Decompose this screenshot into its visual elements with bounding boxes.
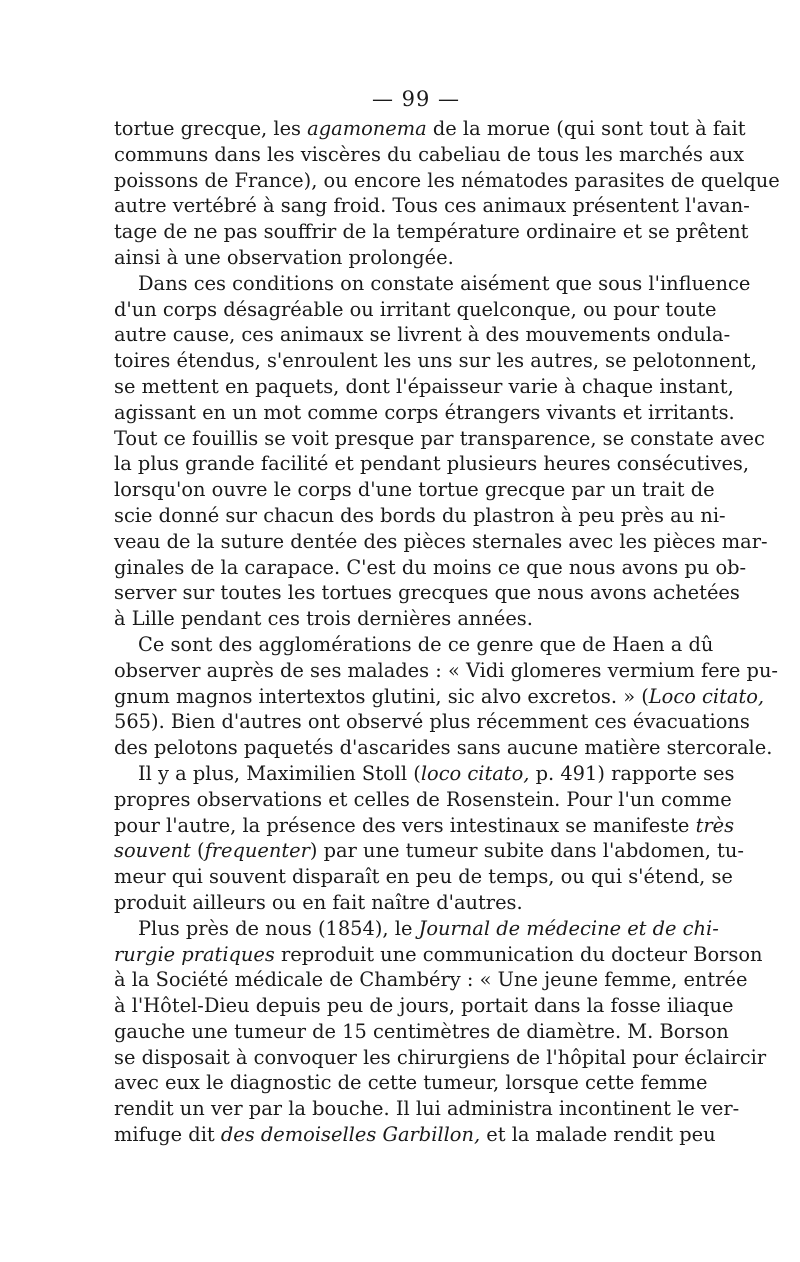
page-body-text xyxy=(114,116,780,1148)
text-line xyxy=(114,1122,716,1148)
text-line xyxy=(114,864,733,890)
text-run: server sur toutes les tortues grecques que nous avons achetées xyxy=(114,581,740,605)
text-line xyxy=(114,709,750,735)
text-run: p. 491) rapporte ses xyxy=(529,761,735,785)
page-number: — 99 — xyxy=(371,87,461,111)
text-run: propres observations et celles de Rosenstein. Pour l'un comme xyxy=(114,787,732,811)
italic-text: très xyxy=(695,813,735,837)
text-line xyxy=(114,271,751,297)
text-line xyxy=(114,219,749,245)
text-line xyxy=(114,426,765,452)
text-run: rendit un ver par la bouche. Il lui administra incontinent le ver- xyxy=(114,1097,740,1121)
text-line xyxy=(114,374,734,400)
text-line xyxy=(114,116,746,142)
text-run: d'un corps désagréable ou irritant quelconque, ou pour toute xyxy=(114,297,717,321)
text-run: communs dans les viscères du cabeliau de tous les marchés aux xyxy=(114,142,745,166)
text-line xyxy=(114,193,750,219)
text-run: à Lille pendant ces trois dernières années. xyxy=(114,607,533,631)
text-run: autre vertébré à sang froid. Tous ces animaux présentent l'avan- xyxy=(114,194,750,218)
text-line xyxy=(114,735,773,761)
text-line xyxy=(114,993,734,1019)
text-run: de la morue (qui sont tout à fait xyxy=(426,117,746,140)
text-line xyxy=(114,142,745,168)
text-line xyxy=(114,890,688,916)
text-run: lorsqu'on ouvre le corps d'une tortue grecque par un trait de xyxy=(114,478,715,502)
text-line xyxy=(114,451,750,477)
text-line xyxy=(114,1070,708,1096)
text-run: ) par une tumeur subite dans l'abdomen, tu- xyxy=(309,839,744,863)
italic-text: agamonema xyxy=(307,117,427,140)
text-line xyxy=(114,761,735,787)
text-run: ( xyxy=(190,839,205,863)
italic-text: Journal de médecine et de chi- xyxy=(418,916,719,940)
text-run: avec eux le diagnostic de cette tumeur, lorsque cette femme xyxy=(114,1071,708,1095)
text-run: Tout ce fouillis se voit presque par transparence, se constate avec xyxy=(114,426,765,450)
text-line xyxy=(114,967,748,993)
text-line xyxy=(114,658,778,684)
text-run: Il y a plus, Maximilien Stoll ( xyxy=(138,761,421,785)
text-line xyxy=(114,1045,767,1071)
text-line xyxy=(114,632,714,658)
text-line xyxy=(114,1096,740,1122)
text-run: Ce sont des agglomérations de ce genre que de Haen a dû xyxy=(138,632,714,656)
text-run: poissons de France), ou encore les nématodes parasites de quelque xyxy=(114,168,780,192)
text-run: tortue grecque, les xyxy=(114,117,308,140)
italic-text: Loco citato, xyxy=(648,684,765,708)
text-run: scie donné sur chacun des bords du plastron à peu près au ni- xyxy=(114,503,726,527)
text-run: à l'Hôtel-Dieu depuis peu de jours, portait dans la fosse iliaque xyxy=(114,994,734,1018)
text-line xyxy=(114,942,763,968)
text-line xyxy=(114,813,735,839)
text-line xyxy=(114,916,719,942)
text-run: observer auprès de ses malades : « Vidi glomeres vermium fere pu- xyxy=(114,658,778,682)
text-run: autre cause, ces animaux se livrent à des mouvements ondula- xyxy=(114,323,731,347)
text-run: meur qui souvent disparaît en peu de temps, ou qui s'étend, se xyxy=(114,865,733,889)
text-run: et la malade rendit peu xyxy=(480,1123,716,1147)
text-line xyxy=(114,1019,729,1045)
text-run: tage de ne pas souffrir de la température ordinaire et se prêtent xyxy=(114,220,749,244)
text-run: se mettent en paquets, dont l'épaisseur varie à chaque instant, xyxy=(114,374,734,398)
text-line xyxy=(114,297,717,323)
text-line xyxy=(114,322,731,348)
text-run: pour l'autre, la présence des vers intestinaux se manifeste xyxy=(114,813,696,837)
text-run: Dans ces conditions on constate aisément que sous l'influence xyxy=(138,271,751,295)
text-line xyxy=(114,168,780,194)
text-line xyxy=(114,787,732,813)
italic-text: souvent xyxy=(114,839,191,863)
text-run: se disposait à convoquer les chirurgiens de l'hôpital pour éclaircir xyxy=(114,1045,767,1069)
text-line xyxy=(114,580,740,606)
italic-text: des demoiselles Garbillon, xyxy=(220,1123,481,1147)
text-line xyxy=(114,838,744,864)
text-run: gnum magnos intertextos glutini, sic alvo excretos. » ( xyxy=(114,684,649,708)
text-run: à la Société médicale de Chambéry : « Une jeune femme, entrée xyxy=(114,968,748,992)
book-page xyxy=(114,86,780,1148)
text-line xyxy=(114,529,768,555)
italic-text: loco citato, xyxy=(420,761,530,785)
text-line xyxy=(114,245,688,271)
text-run: produit ailleurs ou en fait naître d'autres. xyxy=(114,890,523,914)
text-run: des pelotons paquetés d'ascarides sans aucune matière stercorale. xyxy=(114,736,773,760)
text-run: veau de la suture dentée des pièces sternales avec les pièces mar- xyxy=(114,529,768,553)
text-run: gauche une tumeur de 15 centimètres de diamètre. M. Borson xyxy=(114,1019,729,1043)
text-run: mifuge dit xyxy=(114,1123,221,1147)
italic-text: rurgie pratiques xyxy=(114,942,275,966)
text-run: ginales de la carapace. C'est du moins ce que nous avons pu ob- xyxy=(114,555,747,579)
text-line xyxy=(114,348,757,374)
italic-text: frequenter xyxy=(204,839,310,863)
text-run: toires étendus, s'enroulent les uns sur les autres, se pelotonnent, xyxy=(114,349,757,373)
text-line xyxy=(114,400,735,426)
text-run: la plus grande facilité et pendant plusieurs heures consécutives, xyxy=(114,452,750,476)
text-run: reproduit une communication du docteur Borson xyxy=(274,942,763,966)
text-run: Plus près de nous (1854), le xyxy=(138,916,419,940)
text-run: ainsi à une observation prolongée. xyxy=(114,245,454,269)
text-line xyxy=(114,477,715,503)
text-line xyxy=(114,503,726,529)
text-line xyxy=(114,684,765,710)
text-run: 565). Bien d'autres ont observé plus récemment ces évacuations xyxy=(114,710,750,734)
text-line xyxy=(114,555,747,581)
text-run: agissant en un mot comme corps étrangers vivants et irritants. xyxy=(114,400,735,424)
text-line xyxy=(114,606,688,632)
